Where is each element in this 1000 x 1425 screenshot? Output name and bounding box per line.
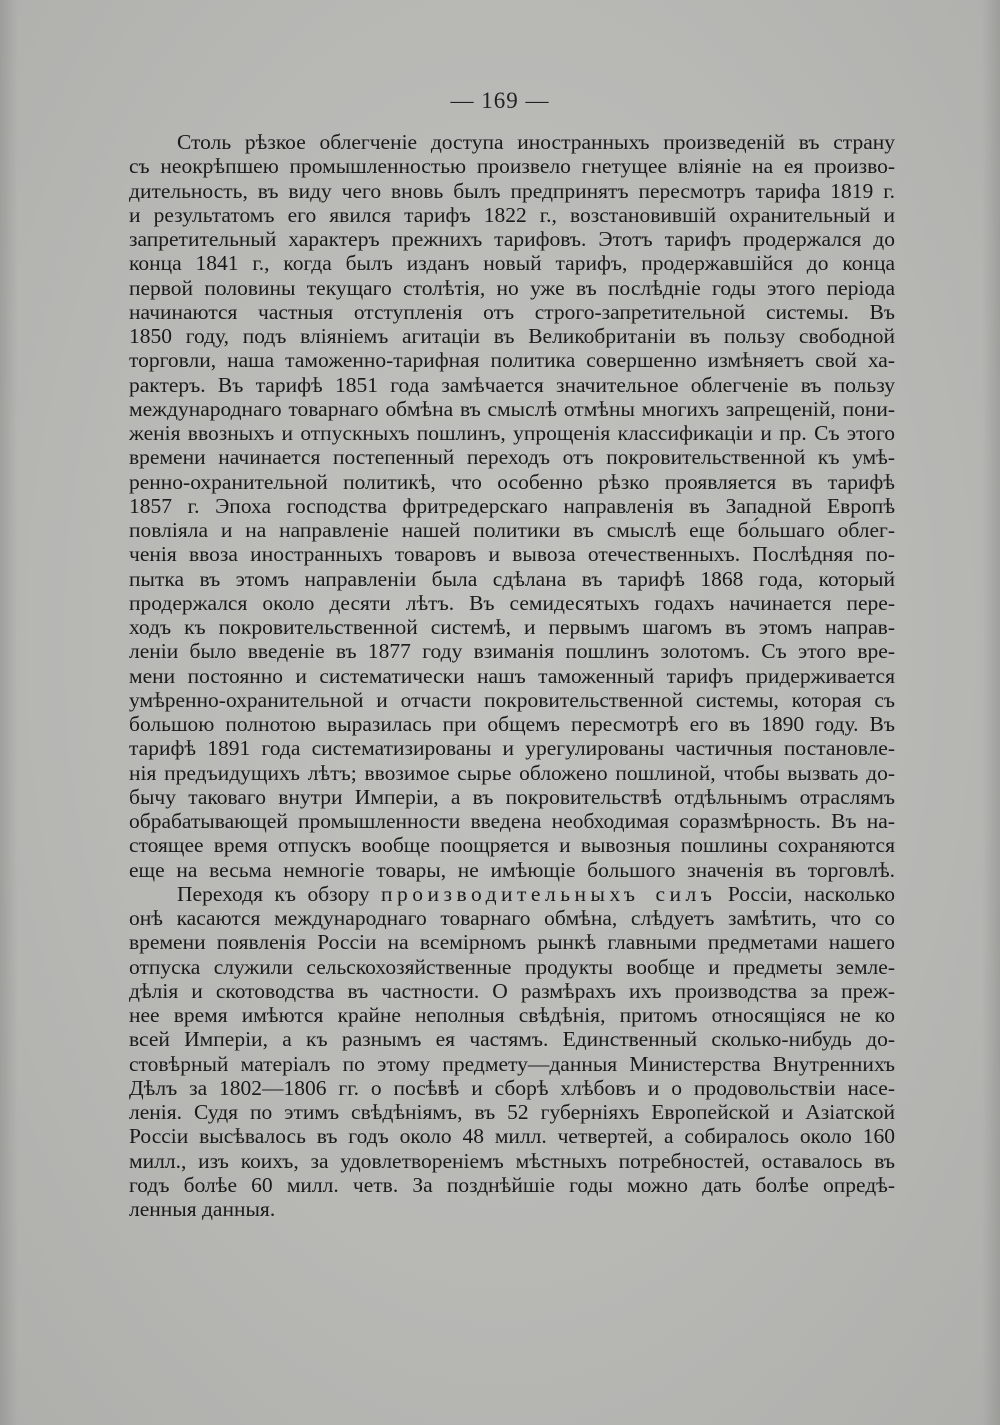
text-line: пытка въ этомъ направленіи была сдѣлана въ тарифѣ 1868 года, который [129, 566, 895, 591]
text-line: дѣлія и скотоводства въ частности. О размѣрахъ ихъ производства за преж- [129, 978, 895, 1003]
text-line: съ неокрѣпшею промышленностью произвело гнетущее вліяніе на ея произво- [129, 154, 895, 179]
text-line: умѣренно-охранительной и отчасти покровительственной системы, которая съ [129, 687, 895, 712]
text-line: продержался около десяти лѣтъ. Въ семидесятыхъ годахъ начинается пере- [129, 590, 895, 615]
page-number: — 169 — [450, 88, 550, 113]
text-line: ходъ къ покровительственной системѣ, и первымъ шагомъ въ этомъ направ- [129, 615, 895, 639]
page-edge-shadow-left [0, 0, 18, 1425]
body-text [129, 130, 895, 1221]
text-line [129, 882, 895, 906]
text-line: мени постоянно и систематически нашъ таможенный тарифъ придерживается [129, 663, 895, 688]
text-line: и результатомъ его явился тарифъ 1822 г., возстановившій охранительный и [129, 202, 895, 227]
text-line: женія ввозныхъ и отпускныхъ пошлинъ, упрощенія классификаціи и пр. Съ этого [129, 421, 895, 445]
text-run: Переходя къ обзору [177, 881, 370, 906]
page-edge-shadow-right [982, 0, 1000, 1425]
text-line: Дѣлъ за 1802—1806 гг. о посѣвѣ и сборѣ хлѣбовъ и о продовольствіи насе- [129, 1075, 895, 1100]
text-line: начинаются частныя отступленія отъ строго-запретительной системы. Въ [129, 299, 895, 324]
text-line: первой половины текущаго столѣтія, но уже въ послѣдніе годы этого періода [129, 275, 895, 300]
text-line: нее время имѣются крайне неполныя свѣдѣнія, притомъ относящіяся не ко [129, 1003, 895, 1027]
paragraph-1 [129, 130, 895, 882]
text-line: большою полнотою выразилась при общемъ пересмотрѣ его въ 1890 году. Въ [129, 712, 895, 736]
text-line: 1850 году, подъ вліяніемъ агитаціи въ Великобританіи въ пользу свободной [129, 324, 895, 348]
text-line: ленныя данныя. [129, 1197, 276, 1221]
emphasized-text: производительныхъ силъ [380, 881, 717, 906]
text-run: Россіи, насколько [727, 881, 896, 906]
text-line: запретительный характеръ прежнихъ тарифовъ. Этотъ тарифъ продержался до [129, 227, 895, 251]
text-line: времени начинается постепенный переходъ отъ покровительственной къ умѣ- [129, 445, 895, 470]
text-line: нія предъидущихъ лѣтъ; ввозимое сырье обложено пошлиной, чтобы вызвать до- [129, 760, 895, 785]
text-line: 1857 г. Эпоха господства фритредерскаго направленія въ Западной Европѣ [129, 493, 895, 518]
text-line: конца 1841 г., когда былъ изданъ новый тарифъ, продержавшійся до конца [129, 251, 895, 276]
text-line: ленія. Судя по этимъ свѣдѣніямъ, въ 52 губерніяхъ Европейской и Азіатской [129, 1100, 895, 1124]
text-line: международнаго товарнаго обмѣна въ смыслѣ отмѣны многихъ запрещеній, пони- [129, 396, 895, 421]
text-line: всей Имперіи, а къ разнымъ ея частямъ. Единственный сколько-нибудь до- [129, 1027, 895, 1052]
text-line: ренно-охранительной политикѣ, что особенно рѣзко проявляется въ тарифѣ [129, 469, 895, 494]
text-line: леніи было введеніе въ 1877 году взиманія пошлинъ золотомъ. Съ этого вре- [129, 639, 895, 664]
text-line: времени появленія Россіи на всемірномъ рынкѣ главными предметами нашего [129, 930, 895, 955]
text-line: торговли, наша таможенно-тарифная политика совершенно измѣняетъ свой ха- [129, 348, 895, 373]
text-line: рактеръ. Въ тарифѣ 1851 года замѣчается значительное облегченіе въ пользу [129, 372, 895, 397]
text-line: годъ болѣе 60 милл. четв. За позднѣйшіе годы можно дать болѣе опредѣ- [129, 1172, 895, 1197]
text-line: Столь рѣзкое облегченіе доступа иностранныхъ произведеній въ страну [177, 130, 895, 154]
text-line: бычу таковаго внутри Имперіи, а въ покровительствѣ отдѣльнымъ отраслямъ [129, 784, 895, 809]
text-line: отпуска служили сельскохозяйственные продукты вообще и предметы земле- [129, 954, 895, 979]
text-line: повліяла и на направленіе нашей политики въ смыслѣ еще бо́льшаго облег- [129, 518, 895, 542]
text-line: еще на весьма немногіе товары, не имѣющіе большого значенія въ торговлѣ. [129, 857, 895, 882]
text-line: тарифѣ 1891 года систематизированы и урегулированы частичныя постановле- [129, 736, 895, 761]
text-line: Россіи высѣвалось въ годъ около 48 милл. четвертей, а собиралось около 160 [129, 1124, 895, 1149]
text-line: ченія ввоза иностранныхъ товаровъ и вывоза отечественныхъ. Послѣдняя по- [129, 542, 895, 567]
text-line: дительность, въ виду чего вновь былъ предпринятъ пересмотръ тарифа 1819 г. [129, 178, 895, 203]
text-line: милл., изъ коихъ, за удовлетвореніемъ мѣстныхъ потребностей, оставалось въ [129, 1148, 895, 1173]
text-line: обрабатывающей промышленности введена необходимая соразмѣрность. Въ на- [129, 809, 895, 833]
text-line: онѣ касаются международнаго товарнаго обмѣна, слѣдуетъ замѣтить, что со [129, 906, 895, 930]
paragraph-2 [129, 882, 895, 1222]
text-line: стовѣрный матеріалъ по этому предмету—данныя Министерства Внутреннихъ [129, 1051, 895, 1076]
text-line: стоящее время отпускъ вообще поощряется и вывозныя пошлины сохраняются [129, 833, 895, 858]
